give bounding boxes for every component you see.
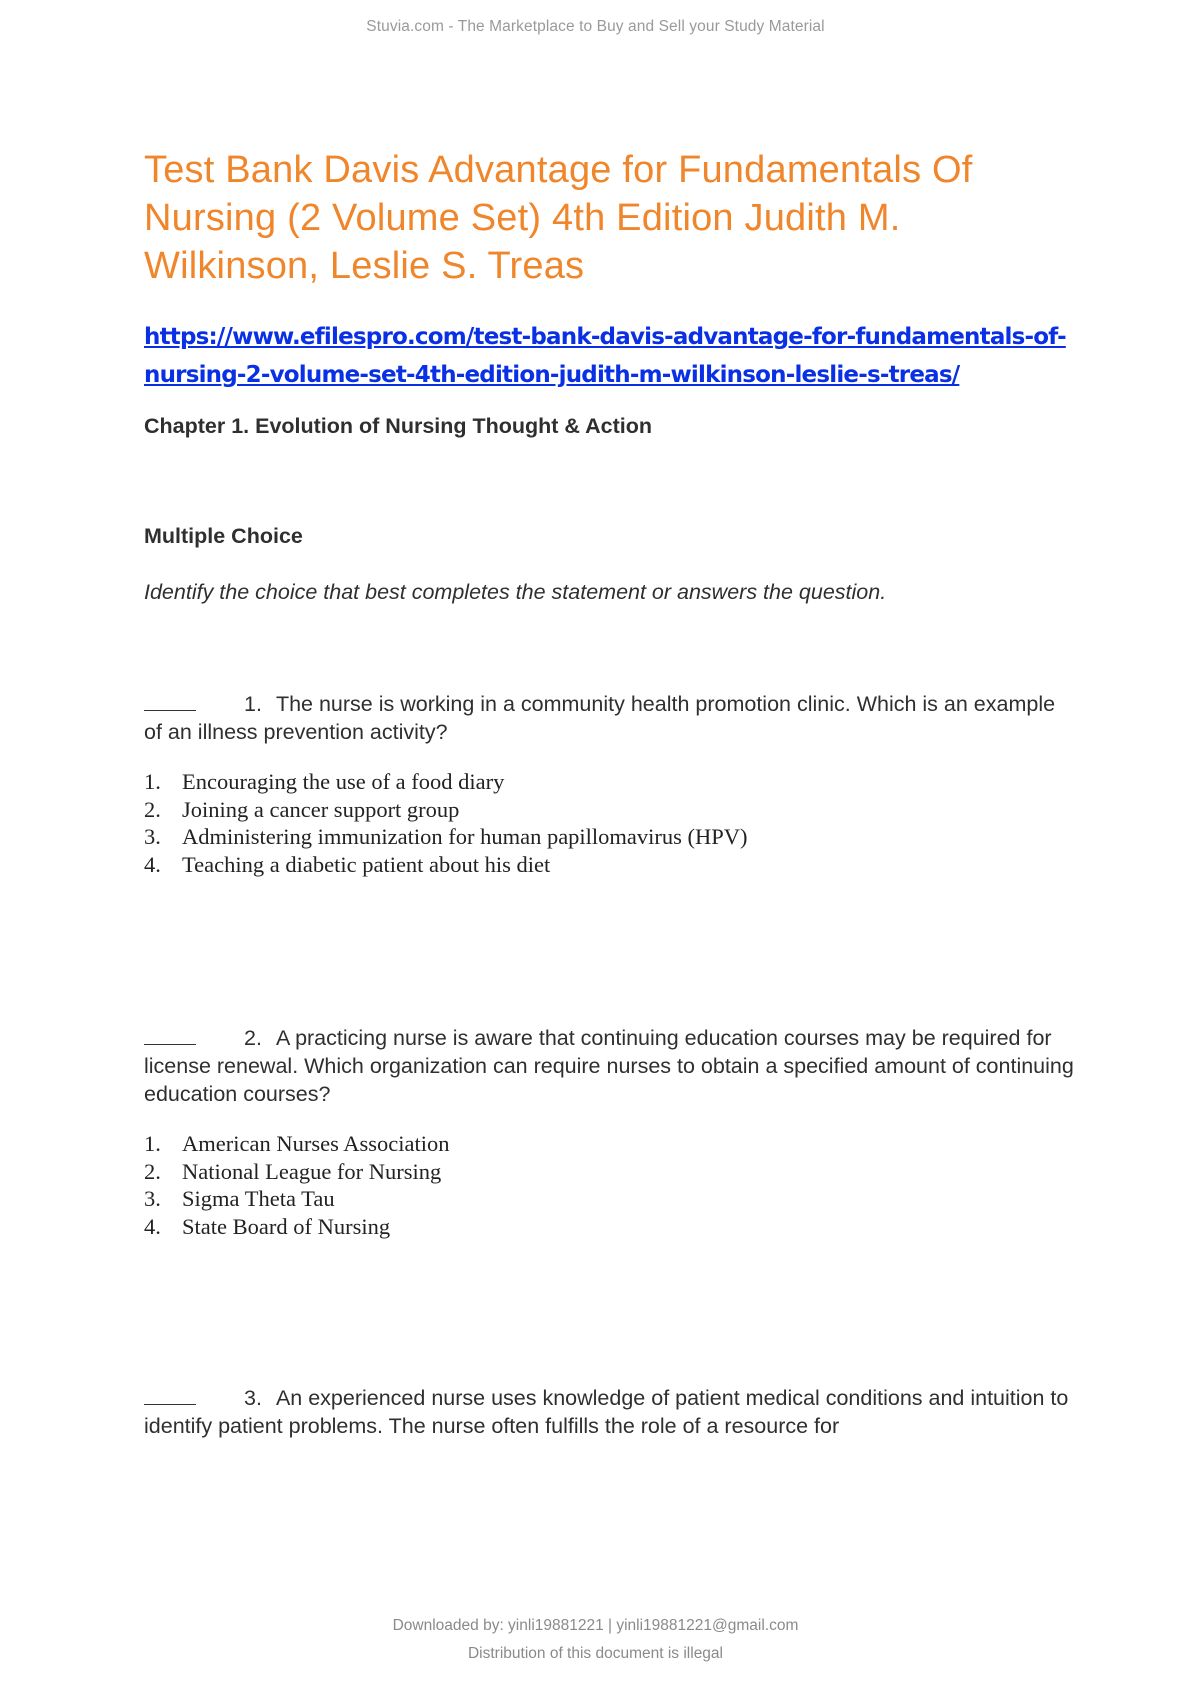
answer-option[interactable] xyxy=(144,1185,1074,1213)
option-text: Administering immunization for human papillomavirus (HPV) xyxy=(182,824,748,849)
question-stem xyxy=(144,690,1074,746)
question-number: 3. xyxy=(244,1386,262,1410)
question-number: 2. xyxy=(244,1026,262,1050)
footer-distribution-notice: Distribution of this document is illegal xyxy=(467,1645,723,1662)
answer-options xyxy=(144,1130,1074,1240)
question-text: An experienced nurse uses knowledge of patient medical conditions and intuition to identify patient problems. The nurse often fulfills the role of a resource for xyxy=(144,1386,1069,1438)
option-number: 3. xyxy=(144,824,161,849)
option-number: 1. xyxy=(144,1131,161,1156)
question-stem xyxy=(144,1384,1074,1440)
option-number: 2. xyxy=(144,1158,161,1184)
option-number: 3. xyxy=(144,1186,161,1211)
question-2 xyxy=(144,1024,1074,1240)
answer-option[interactable] xyxy=(144,768,1074,796)
option-number: 1. xyxy=(144,769,161,794)
source-link-line-1[interactable]: https://www.efilespro.com/test-bank-davis-advantage-for-fundamentals-of- xyxy=(144,324,1066,350)
option-text: Sigma Theta Tau xyxy=(182,1186,335,1211)
chapter-heading: Chapter 1. Evolution of Nursing Thought & Action xyxy=(144,414,653,438)
answer-blank[interactable] xyxy=(144,1024,196,1045)
option-text: Joining a cancer support group xyxy=(182,796,460,822)
header-banner: Stuvia.com - The Marketplace to Buy and Sell your Study Material xyxy=(366,18,825,35)
question-3 xyxy=(144,1384,1074,1440)
question-stem xyxy=(144,1024,1074,1108)
option-text: Teaching a diabetic patient about his diet xyxy=(182,851,551,877)
option-text: State Board of Nursing xyxy=(182,1213,391,1239)
answer-option[interactable] xyxy=(144,1213,1074,1241)
answer-option[interactable] xyxy=(144,823,1074,851)
option-text: Encouraging the use of a food diary xyxy=(182,769,505,794)
answer-option[interactable] xyxy=(144,1130,1074,1158)
option-text: National League for Nursing xyxy=(182,1158,442,1184)
option-number: 4. xyxy=(144,851,161,877)
option-number: 2. xyxy=(144,796,161,822)
source-link-line-2[interactable]: nursing-2-volume-set-4th-edition-judith-m-wilkinson-leslie-s-treas/ xyxy=(144,362,960,388)
answer-options xyxy=(144,768,1074,878)
option-text: American Nurses Association xyxy=(182,1131,450,1156)
source-link[interactable] xyxy=(144,318,1074,394)
question-number: 1. xyxy=(244,692,262,716)
answer-blank[interactable] xyxy=(144,690,196,711)
answer-option[interactable] xyxy=(144,1158,1074,1186)
question-text: A practicing nurse is aware that continuing education courses may be required for license renewal. Which organization can require nurses to obtain a specified amount of continuing education courses? xyxy=(144,1026,1074,1106)
section-heading: Multiple Choice xyxy=(144,524,303,548)
question-1 xyxy=(144,690,1074,878)
answer-option[interactable] xyxy=(144,796,1074,824)
question-text: The nurse is working in a community health promotion clinic. Which is an example of an illness prevention activity? xyxy=(144,692,1056,744)
footer-downloaded-by: Downloaded by: yinli19881221 | yinli19881221@gmail.com xyxy=(392,1617,799,1634)
document-title: Test Bank Davis Advantage for Fundamentals Of Nursing (2 Volume Set) 4th Edition Judith M. Wilkinson, Leslie S. Treas xyxy=(144,149,973,287)
answer-blank[interactable] xyxy=(144,1384,196,1405)
instructions: Identify the choice that best completes the statement or answers the question. xyxy=(144,580,887,604)
option-number: 4. xyxy=(144,1213,161,1239)
answer-option[interactable] xyxy=(144,851,1074,879)
